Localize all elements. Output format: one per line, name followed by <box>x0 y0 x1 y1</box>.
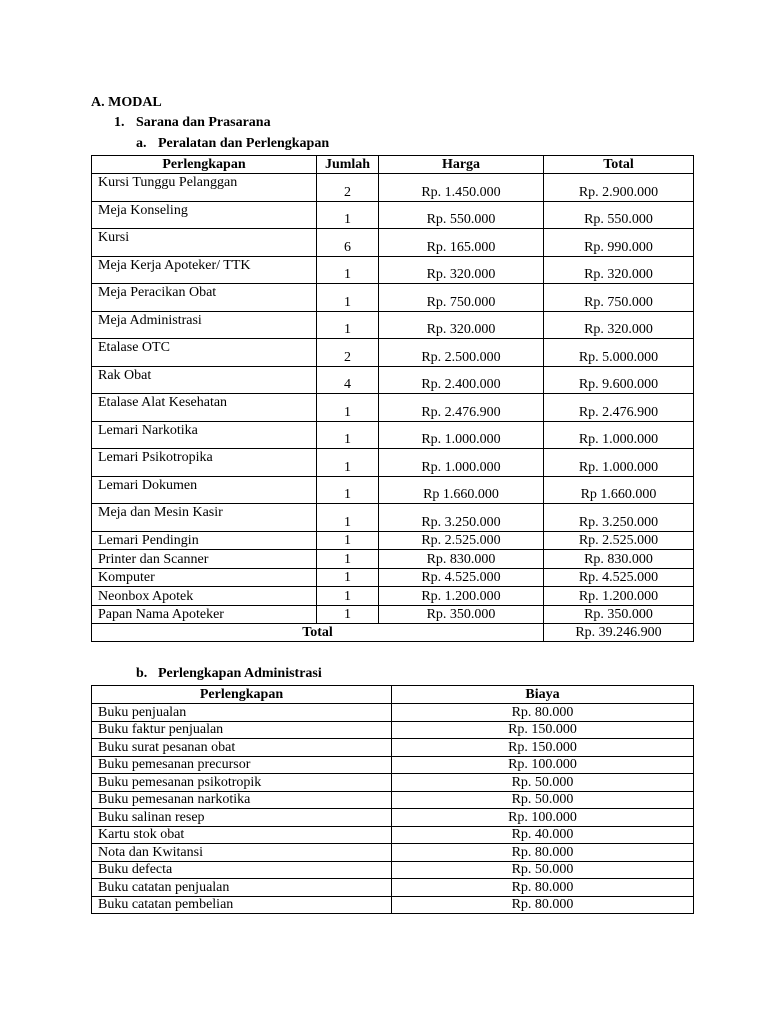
cost-cell: Rp. 80.000 <box>392 896 694 914</box>
item-cell: Meja Konseling <box>92 201 317 229</box>
table-row <box>92 229 694 257</box>
item-cell: Buku pemesanan narkotika <box>92 791 392 809</box>
subsection-number: 1. <box>114 115 125 130</box>
item-cell: Buku catatan penjualan <box>92 879 392 897</box>
cost-cell: Rp. 80.000 <box>392 844 694 862</box>
table-header-row <box>92 156 694 174</box>
item-cell: Lemari Psikotropika <box>92 449 317 477</box>
qty-cell: 1 <box>317 605 379 624</box>
price-cell: Rp. 1.200.000 <box>379 587 544 606</box>
qty-cell: 1 <box>317 284 379 312</box>
total-cell: Rp. 320.000 <box>544 311 694 339</box>
qty-cell: 1 <box>317 476 379 504</box>
qty-cell: 1 <box>317 568 379 587</box>
item-cell: Buku pemesanan precursor <box>92 756 392 774</box>
cost-cell: Rp. 80.000 <box>392 879 694 897</box>
column-header: Perlengkapan <box>92 686 392 704</box>
table-row <box>92 896 694 914</box>
total-label: Total <box>92 624 544 642</box>
admin-supplies-table <box>91 685 694 914</box>
subsection-heading-1 <box>114 115 271 131</box>
table-row <box>92 201 694 229</box>
item-cell: Meja Kerja Apoteker/ TTK <box>92 256 317 284</box>
column-header: Biaya <box>392 686 694 704</box>
cost-cell: Rp. 50.000 <box>392 774 694 792</box>
price-cell: Rp. 750.000 <box>379 284 544 312</box>
table-row <box>92 284 694 312</box>
cost-cell: Rp. 150.000 <box>392 721 694 739</box>
equipment-table <box>91 155 694 642</box>
price-cell: Rp. 2.400.000 <box>379 366 544 394</box>
total-cell: Rp. 1.200.000 <box>544 587 694 606</box>
item-cell: Buku surat pesanan obat <box>92 739 392 757</box>
qty-cell: 1 <box>317 587 379 606</box>
table-header-row <box>92 686 694 704</box>
total-cell: Rp 1.660.000 <box>544 476 694 504</box>
table-row <box>92 449 694 477</box>
qty-cell: 1 <box>317 256 379 284</box>
item-cell: Kursi Tunggu Pelanggan <box>92 174 317 202</box>
table-row <box>92 550 694 569</box>
section-title: A. MODAL <box>91 95 162 110</box>
qty-cell: 2 <box>317 174 379 202</box>
table-row <box>92 844 694 862</box>
total-cell: Rp. 5.000.000 <box>544 339 694 367</box>
price-cell: Rp. 1.450.000 <box>379 174 544 202</box>
table-row <box>92 421 694 449</box>
total-cell: Rp. 830.000 <box>544 550 694 569</box>
qty-cell: 6 <box>317 229 379 257</box>
price-cell: Rp. 4.525.000 <box>379 568 544 587</box>
column-header: Total <box>544 156 694 174</box>
qty-cell: 1 <box>317 311 379 339</box>
price-cell: Rp. 830.000 <box>379 550 544 569</box>
item-cell: Printer dan Scanner <box>92 550 317 569</box>
price-cell: Rp. 3.250.000 <box>379 504 544 532</box>
total-cell: Rp. 350.000 <box>544 605 694 624</box>
total-cell: Rp. 1.000.000 <box>544 421 694 449</box>
item-cell: Komputer <box>92 568 317 587</box>
qty-cell: 1 <box>317 449 379 477</box>
table-row <box>92 756 694 774</box>
item-cell: Lemari Dokumen <box>92 476 317 504</box>
qty-cell: 1 <box>317 504 379 532</box>
item-cell: Etalase Alat Kesehatan <box>92 394 317 422</box>
table-row <box>92 256 694 284</box>
table-row <box>92 504 694 532</box>
price-cell: Rp. 350.000 <box>379 605 544 624</box>
table-row <box>92 739 694 757</box>
cost-cell: Rp. 150.000 <box>392 739 694 757</box>
total-cell: Rp. 2.525.000 <box>544 531 694 550</box>
item-cell: Neonbox Apotek <box>92 587 317 606</box>
item-cell: Buku faktur penjualan <box>92 721 392 739</box>
subsection-title: Peralatan dan Perlengkapan <box>158 136 330 151</box>
item-cell: Buku salinan resep <box>92 809 392 827</box>
item-cell: Meja Administrasi <box>92 311 317 339</box>
table-row <box>92 809 694 827</box>
price-cell: Rp. 320.000 <box>379 256 544 284</box>
qty-cell: 4 <box>317 366 379 394</box>
price-cell: Rp. 1.000.000 <box>379 449 544 477</box>
item-cell: Etalase OTC <box>92 339 317 367</box>
table-row <box>92 311 694 339</box>
item-cell: Buku penjualan <box>92 704 392 722</box>
total-cell: Rp. 3.250.000 <box>544 504 694 532</box>
total-cell: Rp. 1.000.000 <box>544 449 694 477</box>
subsection-title: Sarana dan Prasarana <box>136 115 271 130</box>
qty-cell: 1 <box>317 394 379 422</box>
table-row <box>92 879 694 897</box>
qty-cell: 2 <box>317 339 379 367</box>
price-cell: Rp. 2.500.000 <box>379 339 544 367</box>
table-row <box>92 721 694 739</box>
table-row <box>92 174 694 202</box>
table-row <box>92 826 694 844</box>
qty-cell: 1 <box>317 531 379 550</box>
subsection-heading-a <box>136 136 329 152</box>
total-cell: Rp. 320.000 <box>544 256 694 284</box>
table-row <box>92 394 694 422</box>
item-cell: Buku defecta <box>92 861 392 879</box>
table-row <box>92 531 694 550</box>
total-row <box>92 624 694 642</box>
table-row <box>92 339 694 367</box>
table-row <box>92 791 694 809</box>
item-cell: Lemari Narkotika <box>92 421 317 449</box>
price-cell: Rp 1.660.000 <box>379 476 544 504</box>
item-cell: Meja Peracikan Obat <box>92 284 317 312</box>
price-cell: Rp. 165.000 <box>379 229 544 257</box>
column-header: Jumlah <box>317 156 379 174</box>
cost-cell: Rp. 100.000 <box>392 809 694 827</box>
column-header: Perlengkapan <box>92 156 317 174</box>
item-cell: Kursi <box>92 229 317 257</box>
cost-cell: Rp. 50.000 <box>392 791 694 809</box>
item-cell: Buku catatan pembelian <box>92 896 392 914</box>
table-row <box>92 476 694 504</box>
item-cell: Lemari Pendingin <box>92 531 317 550</box>
column-header: Harga <box>379 156 544 174</box>
item-cell: Kartu stok obat <box>92 826 392 844</box>
item-cell: Meja dan Mesin Kasir <box>92 504 317 532</box>
table-row <box>92 774 694 792</box>
table-row <box>92 587 694 606</box>
total-cell: Rp. 9.600.000 <box>544 366 694 394</box>
item-cell: Rak Obat <box>92 366 317 394</box>
price-cell: Rp. 2.525.000 <box>379 531 544 550</box>
total-cell: Rp. 550.000 <box>544 201 694 229</box>
cost-cell: Rp. 80.000 <box>392 704 694 722</box>
item-cell: Buku pemesanan psikotropik <box>92 774 392 792</box>
qty-cell: 1 <box>317 421 379 449</box>
subsection-heading-b <box>136 666 322 682</box>
qty-cell: 1 <box>317 201 379 229</box>
total-cell: Rp. 2.900.000 <box>544 174 694 202</box>
item-cell: Papan Nama Apoteker <box>92 605 317 624</box>
cost-cell: Rp. 50.000 <box>392 861 694 879</box>
table-row <box>92 366 694 394</box>
price-cell: Rp. 2.476.900 <box>379 394 544 422</box>
subsection-title: Perlengkapan Administrasi <box>158 666 322 681</box>
table-row <box>92 605 694 624</box>
table-row <box>92 568 694 587</box>
cost-cell: Rp. 40.000 <box>392 826 694 844</box>
price-cell: Rp. 1.000.000 <box>379 421 544 449</box>
price-cell: Rp. 550.000 <box>379 201 544 229</box>
table-row <box>92 861 694 879</box>
cost-cell: Rp. 100.000 <box>392 756 694 774</box>
item-cell: Nota dan Kwitansi <box>92 844 392 862</box>
total-cell: Rp. 2.476.900 <box>544 394 694 422</box>
table-row <box>92 704 694 722</box>
grand-total-value: Rp. 39.246.900 <box>544 624 694 642</box>
subsection-letter: a. <box>136 136 147 151</box>
total-cell: Rp. 4.525.000 <box>544 568 694 587</box>
total-cell: Rp. 990.000 <box>544 229 694 257</box>
subsection-letter: b. <box>136 666 148 681</box>
price-cell: Rp. 320.000 <box>379 311 544 339</box>
qty-cell: 1 <box>317 550 379 569</box>
total-cell: Rp. 750.000 <box>544 284 694 312</box>
